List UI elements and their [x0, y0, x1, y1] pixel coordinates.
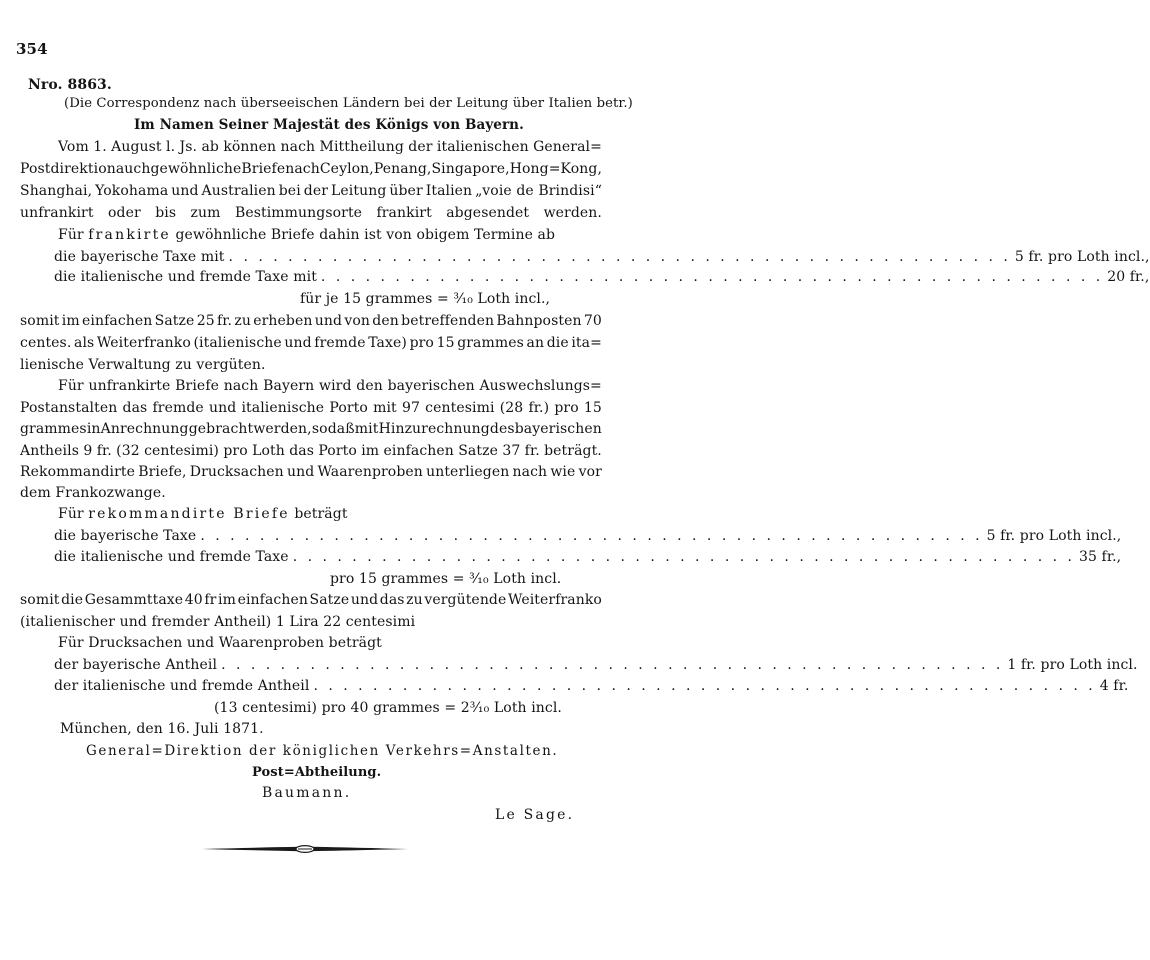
- word: abgesendet: [446, 205, 530, 221]
- word: beträgt.: [544, 442, 602, 459]
- word: so: [311, 421, 328, 437]
- word: „voie de Brindisi“: [475, 183, 602, 199]
- word: General=: [533, 139, 602, 155]
- word: 15: [583, 399, 602, 416]
- word: Loth: [252, 442, 285, 459]
- word: 70: [583, 313, 602, 329]
- leader-dots: . . . . . . . . . . . . . . . . . . . . . . . . . . . . . . . . . . . . . . . . . . . . . . . . . . . . .: [313, 678, 1096, 694]
- frankirte-intro-emphasis: frankirte: [88, 227, 171, 243]
- word: der: [408, 139, 433, 155]
- document-subject: (Die Correspondenz nach überseeischen Ländern bei der Leitung über Italien betr.): [64, 96, 633, 111]
- frankozwang-line: dem Frankozwange.: [20, 485, 166, 501]
- word: Antheils: [20, 442, 79, 459]
- word: gebracht: [188, 421, 254, 437]
- word: auch: [115, 161, 151, 177]
- frankirte-row-italienisch: [54, 268, 1150, 286]
- word: 97: [401, 399, 420, 416]
- word: Auswechslungs=: [479, 378, 602, 394]
- word: den: [372, 313, 399, 329]
- gesammt-line: [20, 591, 602, 609]
- word: Satze: [458, 442, 498, 459]
- frankirte-row-bayerisch-value: 5 fr. pro Loth incl.,: [1014, 249, 1150, 265]
- document-number: Nro. 8863.: [28, 77, 112, 93]
- word: vergütende: [424, 592, 507, 608]
- word: italienischen: [436, 139, 529, 155]
- word: Satze: [309, 592, 350, 608]
- word: pro: [223, 442, 248, 459]
- drucksachen-unit-line: (13 centesimi) pro 40 grammes = 2³⁄₁₀ Loth incl.: [214, 700, 562, 716]
- word: einfachen: [383, 442, 454, 459]
- leader-dots: . . . . . . . . . . . . . . . . . . . . . . . . . . . . . . . . . . . . . . . . . . . . . . . . . . . . .: [228, 249, 1011, 265]
- intro-line: [20, 204, 602, 222]
- word: mit: [373, 399, 397, 416]
- word: von: [344, 313, 370, 329]
- word: einfachen: [237, 592, 308, 608]
- word: Singapore,: [431, 161, 510, 177]
- word: fr.: [216, 313, 233, 329]
- word: grammes: [457, 335, 524, 351]
- word: betreffenden: [401, 313, 495, 329]
- word: Leitung: [331, 183, 387, 199]
- word: 25: [196, 313, 215, 329]
- somit-last-line: lienische Verwaltung zu vergüten.: [20, 357, 266, 373]
- word: (28: [499, 399, 524, 416]
- gesammt-last-line: (italienischer und fremder Antheil) 1 Lira 22 centesimi: [20, 614, 416, 630]
- word: italienische: [241, 399, 325, 416]
- word: zu: [234, 313, 251, 329]
- word: gewöhnliche: [150, 161, 242, 177]
- authority-line: Im Namen Seiner Majestät des Königs von Bayern.: [134, 117, 524, 133]
- drucksachen-row-bayerisch-value: 1 fr. pro Loth incl.: [1007, 657, 1138, 673]
- word: und: [350, 592, 379, 608]
- word: des: [489, 421, 515, 437]
- word: ab: [201, 139, 219, 155]
- signature-cosigner: Le Sage.: [495, 807, 575, 823]
- dateline: München, den 16. Juli 1871.: [60, 721, 264, 737]
- word: nach: [285, 161, 320, 177]
- word: fremde: [314, 335, 366, 351]
- leader-dots: . . . . . . . . . . . . . . . . . . . . . . . . . . . . . . . . . . . . . . . . . . . . . . . . . . . . .: [200, 528, 983, 544]
- intro-line: [58, 138, 602, 156]
- drucksachen-row-bayerisch: [54, 656, 1138, 674]
- word: ita=: [571, 335, 602, 351]
- word: Rekommandirte: [20, 464, 135, 480]
- word: mit: [354, 421, 379, 437]
- word: Weiterfranko: [96, 335, 191, 351]
- unfrankirte-line: [58, 377, 602, 395]
- intro-line: [20, 160, 602, 178]
- word: den: [356, 378, 383, 394]
- word: vor: [578, 464, 602, 480]
- word: 1.: [93, 139, 107, 155]
- word: somit: [20, 313, 60, 329]
- word: frankirt: [376, 205, 432, 221]
- word: fr.: [96, 442, 112, 459]
- drucksachen-row-italienisch: [54, 677, 1129, 695]
- intro-line: [20, 182, 602, 200]
- rekommandirte-intro-pre: Für: [58, 506, 89, 522]
- word: in: [86, 421, 101, 437]
- word: Postdirektion: [20, 161, 116, 177]
- somit-line: [20, 334, 602, 352]
- word: und: [171, 183, 199, 199]
- rekommandirte-row-bayerisch-label: die bayerische Taxe: [54, 528, 197, 544]
- drucksachen-row-bayerisch-label: der bayerische Antheil: [54, 657, 218, 673]
- rekommandirte-row-bayerisch: [54, 527, 1122, 545]
- leader-dots: . . . . . . . . . . . . . . . . . . . . . . . . . . . . . . . . . . . . . . . . . . . . . . . . . . . . .: [221, 657, 1004, 673]
- word: somit: [20, 592, 60, 608]
- word: nach: [512, 464, 548, 480]
- word: Australien: [201, 183, 276, 199]
- word: Shanghai,: [20, 183, 93, 199]
- word: bayerischen: [514, 421, 602, 437]
- frankirte-row-italienisch-label: die italienische und fremde Taxe mit: [54, 269, 317, 285]
- word: Js.: [179, 139, 198, 155]
- word: unfrankirte: [88, 378, 171, 394]
- word: oder: [107, 205, 141, 221]
- word: Briefe: [175, 378, 219, 394]
- word: werden,: [253, 421, 312, 437]
- word: fr: [204, 592, 217, 608]
- word: und: [314, 313, 343, 329]
- word: 9: [83, 442, 93, 459]
- word: unterliegen: [426, 464, 510, 480]
- word: werden.: [543, 205, 602, 221]
- rekommandirte-intro-emphasis: rekommandirte Briefe: [88, 506, 290, 522]
- word: fr.): [528, 399, 550, 416]
- word: bayerischen: [387, 378, 475, 394]
- word: bis: [155, 205, 177, 221]
- word: Taxe): [368, 335, 407, 351]
- word: fremde: [152, 399, 204, 416]
- drucksachen-row-italienisch-label: der italienische und fremde Antheil: [54, 678, 310, 694]
- word: Vom: [58, 139, 89, 155]
- drucksachen-row-italienisch-value: 4 fr.: [1099, 678, 1129, 694]
- rekommandirte-intro: [58, 505, 348, 523]
- word: über: [389, 183, 423, 199]
- word: centesimi): [144, 442, 219, 459]
- word: Penang,: [373, 161, 432, 177]
- signature-institution: General=Direktion der königlichen Verkehrs=Anstalten.: [86, 743, 559, 759]
- word: Anrechnung: [100, 421, 189, 437]
- rekommandirte-row-bayerisch-value: 5 fr. pro Loth incl.,: [986, 528, 1122, 544]
- word: das: [289, 442, 314, 459]
- word: l.: [166, 139, 176, 155]
- word: Briefe,: [138, 464, 187, 480]
- word: Für: [58, 378, 84, 394]
- word: Yokohama: [95, 183, 169, 199]
- word: Mittheilung: [319, 139, 404, 155]
- word: centes.: [20, 335, 72, 351]
- rekommandirte-row-italienisch-label: die italienische und fremde Taxe: [54, 549, 289, 565]
- word: pro: [409, 335, 434, 351]
- rekommandirte-row-italienisch-value: 35 fr.,: [1078, 549, 1122, 565]
- drucksachen-intro: Für Drucksachen und Waarenproben beträgt: [58, 635, 382, 651]
- word: bei: [278, 183, 301, 199]
- frankirte-row-bayerisch-label: die bayerische Taxe mit: [54, 249, 225, 265]
- word: Briefe: [241, 161, 286, 177]
- word: wie: [550, 464, 576, 480]
- word: Satze: [154, 313, 195, 329]
- word: nach: [280, 139, 316, 155]
- word: Porto: [329, 399, 368, 416]
- signature-department: Post=Abtheilung.: [252, 765, 382, 780]
- word: (italienische: [193, 335, 282, 351]
- word: an: [526, 335, 545, 351]
- frankirte-intro-pre: Für: [58, 227, 89, 243]
- word: Bahnposten: [496, 313, 582, 329]
- word: grammes: [20, 421, 87, 437]
- somit-line: [20, 312, 602, 330]
- page-number: 354: [16, 40, 48, 58]
- word: und: [287, 464, 315, 480]
- word: Italien: [425, 183, 473, 199]
- rekommandirte-unit-line: pro 15 grammes = ³⁄₁₀ Loth incl.: [330, 571, 562, 587]
- word: Hinzurechnung: [378, 421, 490, 437]
- word: im: [218, 592, 236, 608]
- rekommandirte-intro-post: beträgt: [289, 506, 348, 522]
- unfrankirte-line: [20, 420, 602, 438]
- word: einfachen: [82, 313, 153, 329]
- word: erheben: [253, 313, 313, 329]
- frankirte-row-bayerisch: [54, 248, 1150, 266]
- word: Weiterfranko: [507, 592, 602, 608]
- word: pro: [554, 399, 579, 416]
- unfrankirte-line: [20, 463, 602, 481]
- word: zum: [190, 205, 221, 221]
- word: im: [61, 313, 80, 329]
- word: der: [303, 183, 329, 199]
- word: und: [284, 335, 312, 351]
- frankirte-intro: [58, 226, 555, 244]
- word: daß: [327, 421, 355, 437]
- leader-dots: . . . . . . . . . . . . . . . . . . . . . . . . . . . . . . . . . . . . . . . . . . . . . . . . . . . . .: [292, 549, 1075, 565]
- word: Porto: [318, 442, 357, 459]
- word: August: [111, 139, 162, 155]
- word: Drucksachen: [189, 464, 284, 480]
- ornament-divider: [200, 843, 410, 855]
- word: im: [361, 442, 380, 459]
- word: das: [379, 592, 405, 608]
- unfrankirte-line: [20, 442, 602, 460]
- word: (32: [116, 442, 140, 459]
- word: wird: [319, 378, 352, 394]
- word: Hong=Kong,: [509, 161, 602, 177]
- word: 37: [502, 442, 521, 459]
- leader-dots: . . . . . . . . . . . . . . . . . . . . . . . . . . . . . . . . . . . . . . . . . . . . . . . . . . . . .: [320, 269, 1104, 285]
- word: als: [74, 335, 95, 351]
- word: centesimi: [425, 399, 495, 416]
- word: können: [223, 139, 277, 155]
- frankirte-intro-post: gewöhnliche Briefe dahin ist von obigem Termine ab: [170, 227, 556, 243]
- word: 40: [184, 592, 203, 608]
- word: fr.: [524, 442, 540, 459]
- word: die: [61, 592, 84, 608]
- word: unfrankirt: [20, 205, 94, 221]
- word: nach: [223, 378, 259, 394]
- word: Ceylon,: [319, 161, 374, 177]
- word: und: [208, 399, 237, 416]
- word: Postanstalten: [20, 399, 118, 416]
- signature-name: Baumann.: [262, 785, 352, 801]
- word: Gesammttaxe: [84, 592, 184, 608]
- word: das: [122, 399, 148, 416]
- word: 15: [436, 335, 455, 351]
- word: Waarenproben: [317, 464, 423, 480]
- frankirte-unit-line: für je 15 grammes = ³⁄₁₀ Loth incl.,: [300, 291, 551, 307]
- frankirte-row-italienisch-value: 20 fr.,: [1107, 269, 1150, 285]
- word: die: [546, 335, 569, 351]
- word: Bestimmungsorte: [234, 205, 363, 221]
- rekommandirte-row-italienisch: [54, 548, 1122, 566]
- word: zu: [406, 592, 423, 608]
- unfrankirte-line: [20, 399, 602, 417]
- word: Bayern: [263, 378, 315, 394]
